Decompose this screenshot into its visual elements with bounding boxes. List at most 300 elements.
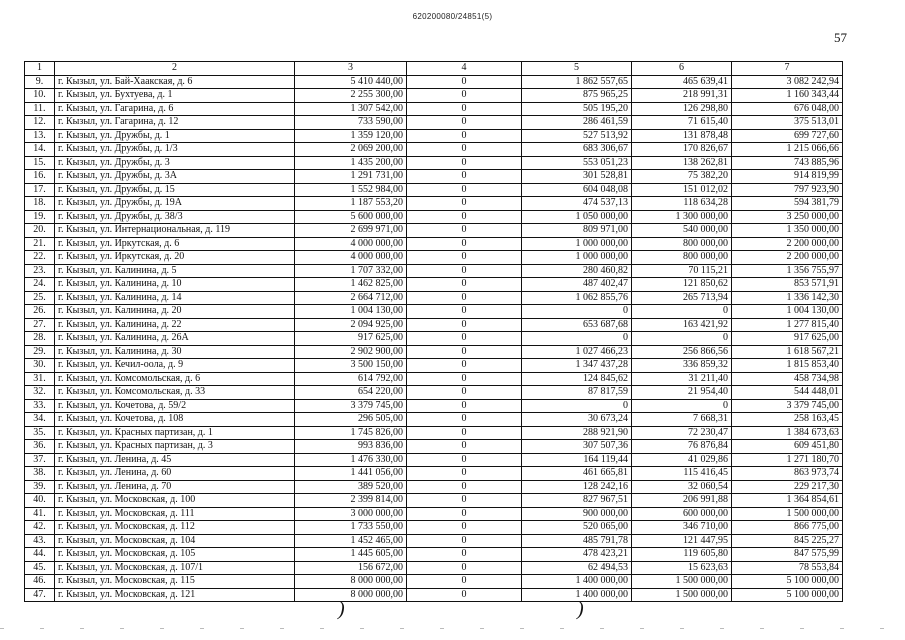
total-cost-cell: 4 000 000,00 — [295, 251, 407, 265]
col6-cell: 170 826,67 — [632, 143, 732, 157]
table-row — [25, 143, 843, 157]
table-row — [25, 332, 843, 346]
row-number: 22. — [25, 251, 55, 265]
col5-cell: 809 971,00 — [522, 224, 632, 238]
col4-cell: 0 — [407, 264, 522, 278]
col4-cell: 0 — [407, 359, 522, 373]
table-row — [25, 156, 843, 170]
col5-cell: 604 048,08 — [522, 183, 632, 197]
col5-cell: 1 400 000,00 — [522, 588, 632, 602]
col7-cell: 1 500 000,00 — [732, 507, 843, 521]
column-header-4: 4 — [407, 62, 522, 76]
row-number: 47. — [25, 588, 55, 602]
address-cell: г. Кызыл, ул. Иркутская, д. 20 — [55, 251, 295, 265]
total-cost-cell: 296 505,00 — [295, 413, 407, 427]
col7-cell: 5 100 000,00 — [732, 575, 843, 589]
address-cell: г. Кызыл, ул. Калинина, д. 26А — [55, 332, 295, 346]
col4-cell: 0 — [407, 399, 522, 413]
row-number: 28. — [25, 332, 55, 346]
col7-cell: 458 734,98 — [732, 372, 843, 386]
address-cell: г. Кызыл, ул. Красных партизан, д. 3 — [55, 440, 295, 454]
row-number: 44. — [25, 548, 55, 562]
col6-cell: 218 991,31 — [632, 89, 732, 103]
address-cell: г. Кызыл, ул. Кочетова, д. 59/2 — [55, 399, 295, 413]
address-cell: г. Кызыл, ул. Бай-Хаакская, д. 6 — [55, 75, 295, 89]
table-row — [25, 426, 843, 440]
col7-cell: 1 336 142,30 — [732, 291, 843, 305]
row-number: 19. — [25, 210, 55, 224]
total-cost-cell: 1 476 330,00 — [295, 453, 407, 467]
col7-cell: 3 379 745,00 — [732, 399, 843, 413]
col5-cell: 124 845,62 — [522, 372, 632, 386]
row-number: 9. — [25, 75, 55, 89]
col6-cell: 76 876,84 — [632, 440, 732, 454]
col7-cell: 78 553,84 — [732, 561, 843, 575]
col7-cell: 1 277 815,40 — [732, 318, 843, 332]
col6-cell: 800 000,00 — [632, 237, 732, 251]
address-cell: г. Кызыл, ул. Московская, д. 111 — [55, 507, 295, 521]
table-row — [25, 453, 843, 467]
col7-cell: 544 448,01 — [732, 386, 843, 400]
row-number: 13. — [25, 129, 55, 143]
col7-cell: 258 163,45 — [732, 413, 843, 427]
address-cell: г. Кызыл, ул. Кочетова, д. 108 — [55, 413, 295, 427]
row-number: 42. — [25, 521, 55, 535]
table-row — [25, 305, 843, 319]
col6-cell: 131 878,48 — [632, 129, 732, 143]
col4-cell: 0 — [407, 116, 522, 130]
table-row — [25, 224, 843, 238]
table-row — [25, 237, 843, 251]
col6-cell: 0 — [632, 399, 732, 413]
col4-cell: 0 — [407, 129, 522, 143]
row-number: 46. — [25, 575, 55, 589]
column-header-2: 2 — [55, 62, 295, 76]
total-cost-cell: 2 255 300,00 — [295, 89, 407, 103]
col6-cell: 336 859,32 — [632, 359, 732, 373]
row-number: 45. — [25, 561, 55, 575]
col5-cell: 505 195,20 — [522, 102, 632, 116]
table-row — [25, 507, 843, 521]
total-cost-cell: 1 187 553,20 — [295, 197, 407, 211]
table-row — [25, 440, 843, 454]
column-header-1: 1 — [25, 62, 55, 76]
col4-cell: 0 — [407, 413, 522, 427]
col4-cell: 0 — [407, 507, 522, 521]
col6-cell: 346 710,00 — [632, 521, 732, 535]
col4-cell: 0 — [407, 197, 522, 211]
table-row — [25, 521, 843, 535]
col4-cell: 0 — [407, 183, 522, 197]
col6-cell: 126 298,80 — [632, 102, 732, 116]
table-row — [25, 561, 843, 575]
table-row — [25, 413, 843, 427]
table-row — [25, 278, 843, 292]
table-row — [25, 386, 843, 400]
row-number: 40. — [25, 494, 55, 508]
col7-cell: 676 048,00 — [732, 102, 843, 116]
col7-cell: 1 618 567,21 — [732, 345, 843, 359]
col7-cell: 699 727,60 — [732, 129, 843, 143]
row-number: 20. — [25, 224, 55, 238]
row-number: 33. — [25, 399, 55, 413]
total-cost-cell: 1 291 731,00 — [295, 170, 407, 184]
col6-cell: 600 000,00 — [632, 507, 732, 521]
col7-cell: 5 100 000,00 — [732, 588, 843, 602]
scan-artifact-line — [0, 628, 905, 629]
col5-cell: 0 — [522, 399, 632, 413]
col6-cell: 540 000,00 — [632, 224, 732, 238]
col4-cell: 0 — [407, 75, 522, 89]
address-cell: г. Кызыл, ул. Калинина, д. 20 — [55, 305, 295, 319]
total-cost-cell: 1 307 542,00 — [295, 102, 407, 116]
col4-cell: 0 — [407, 224, 522, 238]
col4-cell: 0 — [407, 305, 522, 319]
address-cell: г. Кызыл, ул. Ленина, д. 60 — [55, 467, 295, 481]
col6-cell: 7 668,31 — [632, 413, 732, 427]
col5-cell: 1 000 000,00 — [522, 251, 632, 265]
col7-cell: 914 819,99 — [732, 170, 843, 184]
col6-cell: 71 615,40 — [632, 116, 732, 130]
row-number: 31. — [25, 372, 55, 386]
col7-cell: 743 885,96 — [732, 156, 843, 170]
col4-cell: 0 — [407, 372, 522, 386]
address-cell: г. Кызыл, ул. Гагарина, д. 12 — [55, 116, 295, 130]
total-cost-cell: 1 435 200,00 — [295, 156, 407, 170]
col4-cell: 0 — [407, 89, 522, 103]
col7-cell: 847 575,99 — [732, 548, 843, 562]
col7-cell: 845 225,27 — [732, 534, 843, 548]
table-row — [25, 372, 843, 386]
row-number: 12. — [25, 116, 55, 130]
table-row — [25, 467, 843, 481]
address-cell: г. Кызыл, ул. Дружбы, д. 3 — [55, 156, 295, 170]
total-cost-cell: 5 410 440,00 — [295, 75, 407, 89]
col5-cell: 164 119,44 — [522, 453, 632, 467]
row-number: 14. — [25, 143, 55, 157]
col4-cell: 0 — [407, 156, 522, 170]
total-cost-cell: 614 792,00 — [295, 372, 407, 386]
col5-cell: 1 050 000,00 — [522, 210, 632, 224]
col6-cell: 121 850,62 — [632, 278, 732, 292]
handwritten-mark-left: ) — [338, 598, 345, 620]
table-row — [25, 548, 843, 562]
row-number: 18. — [25, 197, 55, 211]
col4-cell: 0 — [407, 575, 522, 589]
address-cell: г. Кызыл, ул. Московская, д. 104 — [55, 534, 295, 548]
col5-cell: 1 862 557,65 — [522, 75, 632, 89]
total-cost-cell: 993 836,00 — [295, 440, 407, 454]
col4-cell: 0 — [407, 143, 522, 157]
col6-cell: 72 230,47 — [632, 426, 732, 440]
row-number: 26. — [25, 305, 55, 319]
row-number: 37. — [25, 453, 55, 467]
table-row — [25, 534, 843, 548]
table-row — [25, 116, 843, 130]
table-row — [25, 480, 843, 494]
total-cost-cell: 1 552 984,00 — [295, 183, 407, 197]
col5-cell: 487 402,47 — [522, 278, 632, 292]
table-row — [25, 183, 843, 197]
col5-cell: 827 967,51 — [522, 494, 632, 508]
total-cost-cell: 2 094 925,00 — [295, 318, 407, 332]
col6-cell: 75 382,20 — [632, 170, 732, 184]
row-number: 34. — [25, 413, 55, 427]
row-number: 29. — [25, 345, 55, 359]
row-number: 36. — [25, 440, 55, 454]
col6-cell: 0 — [632, 305, 732, 319]
column-header-3: 3 — [295, 62, 407, 76]
total-cost-cell: 1 707 332,00 — [295, 264, 407, 278]
total-cost-cell: 2 399 814,00 — [295, 494, 407, 508]
col4-cell: 0 — [407, 251, 522, 265]
col6-cell: 118 634,28 — [632, 197, 732, 211]
row-number: 30. — [25, 359, 55, 373]
col4-cell: 0 — [407, 521, 522, 535]
col4-cell: 0 — [407, 453, 522, 467]
table-row — [25, 345, 843, 359]
col6-cell: 31 211,40 — [632, 372, 732, 386]
row-number: 27. — [25, 318, 55, 332]
table-row — [25, 318, 843, 332]
total-cost-cell: 1 359 120,00 — [295, 129, 407, 143]
col5-cell: 307 507,36 — [522, 440, 632, 454]
col4-cell: 0 — [407, 291, 522, 305]
col6-cell: 163 421,92 — [632, 318, 732, 332]
address-cell: г. Кызыл, ул. Московская, д. 107/1 — [55, 561, 295, 575]
handwritten-mark-right: ) — [577, 598, 584, 620]
col4-cell: 0 — [407, 332, 522, 346]
col4-cell: 0 — [407, 561, 522, 575]
column-header-5: 5 — [522, 62, 632, 76]
col5-cell: 1 400 000,00 — [522, 575, 632, 589]
col4-cell: 0 — [407, 386, 522, 400]
col5-cell: 520 065,00 — [522, 521, 632, 535]
address-cell: г. Кызыл, ул. Дружбы, д. 38/3 — [55, 210, 295, 224]
address-cell: г. Кызыл, ул. Дружбы, д. 15 — [55, 183, 295, 197]
table-header-row — [25, 62, 843, 76]
table-row — [25, 264, 843, 278]
page-number: 57 — [834, 30, 847, 45]
col7-cell: 375 513,01 — [732, 116, 843, 130]
col5-cell: 62 494,53 — [522, 561, 632, 575]
row-number: 43. — [25, 534, 55, 548]
col5-cell: 461 665,81 — [522, 467, 632, 481]
col4-cell: 0 — [407, 210, 522, 224]
row-number: 15. — [25, 156, 55, 170]
col7-cell: 1 215 066,66 — [732, 143, 843, 157]
col4-cell: 0 — [407, 170, 522, 184]
col7-cell: 1 271 180,70 — [732, 453, 843, 467]
col6-cell: 151 012,02 — [632, 183, 732, 197]
table-row — [25, 399, 843, 413]
address-cell: г. Кызыл, ул. Дружбы, д. 1/3 — [55, 143, 295, 157]
total-cost-cell: 8 000 000,00 — [295, 575, 407, 589]
col6-cell: 206 991,88 — [632, 494, 732, 508]
address-cell: г. Кызыл, ул. Калинина, д. 10 — [55, 278, 295, 292]
col7-cell: 3 082 242,94 — [732, 75, 843, 89]
total-cost-cell: 1 745 826,00 — [295, 426, 407, 440]
col5-cell: 280 460,82 — [522, 264, 632, 278]
address-cell: г. Кызыл, ул. Калинина, д. 22 — [55, 318, 295, 332]
col7-cell: 2 200 000,00 — [732, 237, 843, 251]
address-cell: г. Кызыл, ул. Московская, д. 121 — [55, 588, 295, 602]
col6-cell: 265 713,94 — [632, 291, 732, 305]
total-cost-cell: 1 004 130,00 — [295, 305, 407, 319]
row-number: 41. — [25, 507, 55, 521]
address-cell: г. Кызыл, ул. Комсомольская, д. 6 — [55, 372, 295, 386]
col5-cell: 286 461,59 — [522, 116, 632, 130]
col7-cell: 2 200 000,00 — [732, 251, 843, 265]
col6-cell: 800 000,00 — [632, 251, 732, 265]
document-id: 620200080/24851(5) — [412, 12, 493, 21]
col7-cell: 229 217,30 — [732, 480, 843, 494]
address-cell: г. Кызыл, ул. Московская, д. 115 — [55, 575, 295, 589]
col5-cell: 0 — [522, 305, 632, 319]
row-number: 23. — [25, 264, 55, 278]
col7-cell: 1 356 755,97 — [732, 264, 843, 278]
col6-cell: 15 623,63 — [632, 561, 732, 575]
row-number: 24. — [25, 278, 55, 292]
col6-cell: 256 866,56 — [632, 345, 732, 359]
address-cell: г. Кызыл, ул. Московская, д. 100 — [55, 494, 295, 508]
col4-cell: 0 — [407, 440, 522, 454]
col4-cell: 0 — [407, 237, 522, 251]
col7-cell: 1 160 343,44 — [732, 89, 843, 103]
col6-cell: 1 500 000,00 — [632, 575, 732, 589]
col6-cell: 1 500 000,00 — [632, 588, 732, 602]
total-cost-cell: 4 000 000,00 — [295, 237, 407, 251]
total-cost-cell: 5 600 000,00 — [295, 210, 407, 224]
table-row — [25, 102, 843, 116]
col7-cell: 1 350 000,00 — [732, 224, 843, 238]
col5-cell: 0 — [522, 332, 632, 346]
address-cell: г. Кызыл, ул. Калинина, д. 30 — [55, 345, 295, 359]
col7-cell: 917 625,00 — [732, 332, 843, 346]
col4-cell: 0 — [407, 102, 522, 116]
table-row — [25, 359, 843, 373]
total-cost-cell: 389 520,00 — [295, 480, 407, 494]
table-row — [25, 129, 843, 143]
table-row — [25, 197, 843, 211]
address-cell: г. Кызыл, ул. Кечил-оола, д. 9 — [55, 359, 295, 373]
col5-cell: 875 965,25 — [522, 89, 632, 103]
col4-cell: 0 — [407, 534, 522, 548]
row-number: 10. — [25, 89, 55, 103]
table-row — [25, 75, 843, 89]
table-body — [25, 75, 843, 602]
address-cell: г. Кызыл, ул. Ленина, д. 45 — [55, 453, 295, 467]
table-row — [25, 575, 843, 589]
row-number: 25. — [25, 291, 55, 305]
col4-cell: 0 — [407, 278, 522, 292]
row-number: 35. — [25, 426, 55, 440]
col6-cell: 119 605,80 — [632, 548, 732, 562]
col7-cell: 863 973,74 — [732, 467, 843, 481]
address-cell: г. Кызыл, ул. Дружбы, д. 1 — [55, 129, 295, 143]
col5-cell: 474 537,13 — [522, 197, 632, 211]
col5-cell: 900 000,00 — [522, 507, 632, 521]
row-number: 21. — [25, 237, 55, 251]
col7-cell: 1 815 853,40 — [732, 359, 843, 373]
col5-cell: 301 528,81 — [522, 170, 632, 184]
col6-cell: 21 954,40 — [632, 386, 732, 400]
col6-cell: 0 — [632, 332, 732, 346]
col5-cell: 553 051,23 — [522, 156, 632, 170]
col4-cell: 0 — [407, 345, 522, 359]
total-cost-cell: 8 000 000,00 — [295, 588, 407, 602]
total-cost-cell: 2 699 971,00 — [295, 224, 407, 238]
address-cell: г. Кызыл, ул. Интернациональная, д. 119 — [55, 224, 295, 238]
table-row — [25, 89, 843, 103]
table-row — [25, 251, 843, 265]
col6-cell: 115 416,45 — [632, 467, 732, 481]
col5-cell: 683 306,67 — [522, 143, 632, 157]
col5-cell: 653 687,68 — [522, 318, 632, 332]
col6-cell: 1 300 000,00 — [632, 210, 732, 224]
table-row — [25, 494, 843, 508]
col5-cell: 1 027 466,23 — [522, 345, 632, 359]
col7-cell: 866 775,00 — [732, 521, 843, 535]
col5-cell: 288 921,90 — [522, 426, 632, 440]
col6-cell: 121 447,95 — [632, 534, 732, 548]
col7-cell: 3 250 000,00 — [732, 210, 843, 224]
col4-cell: 0 — [407, 467, 522, 481]
table-row — [25, 170, 843, 184]
total-cost-cell: 156 672,00 — [295, 561, 407, 575]
col5-cell: 485 791,78 — [522, 534, 632, 548]
table-row — [25, 210, 843, 224]
col6-cell: 465 639,41 — [632, 75, 732, 89]
address-cell: г. Кызыл, ул. Дружбы, д. 3А — [55, 170, 295, 184]
col7-cell: 1 364 854,61 — [732, 494, 843, 508]
col4-cell: 0 — [407, 480, 522, 494]
col6-cell: 32 060,54 — [632, 480, 732, 494]
col5-cell: 1 000 000,00 — [522, 237, 632, 251]
col6-cell: 138 262,81 — [632, 156, 732, 170]
col7-cell: 609 451,80 — [732, 440, 843, 454]
address-cell: г. Кызыл, ул. Московская, д. 105 — [55, 548, 295, 562]
row-number: 32. — [25, 386, 55, 400]
column-header-6: 6 — [632, 62, 732, 76]
address-cell: г. Кызыл, ул. Красных партизан, д. 1 — [55, 426, 295, 440]
total-cost-cell: 3 500 150,00 — [295, 359, 407, 373]
row-number: 17. — [25, 183, 55, 197]
col4-cell: 0 — [407, 548, 522, 562]
address-cell: г. Кызыл, ул. Московская, д. 112 — [55, 521, 295, 535]
col5-cell: 527 513,92 — [522, 129, 632, 143]
col6-cell: 70 115,21 — [632, 264, 732, 278]
address-cell: г. Кызыл, ул. Гагарина, д. 6 — [55, 102, 295, 116]
row-number: 39. — [25, 480, 55, 494]
col7-cell: 853 571,91 — [732, 278, 843, 292]
address-cell: г. Кызыл, ул. Дружбы, д. 19А — [55, 197, 295, 211]
address-cell: г. Кызыл, ул. Иркутская, д. 6 — [55, 237, 295, 251]
col4-cell: 0 — [407, 494, 522, 508]
total-cost-cell: 3 000 000,00 — [295, 507, 407, 521]
address-cell: г. Кызыл, ул. Ленина, д. 70 — [55, 480, 295, 494]
total-cost-cell: 2 902 900,00 — [295, 345, 407, 359]
col7-cell: 797 923,90 — [732, 183, 843, 197]
total-cost-cell: 2 664 712,00 — [295, 291, 407, 305]
col6-cell: 41 029,86 — [632, 453, 732, 467]
address-cell: г. Кызыл, ул. Калинина, д. 14 — [55, 291, 295, 305]
col7-cell: 1 004 130,00 — [732, 305, 843, 319]
column-header-7: 7 — [732, 62, 843, 76]
row-number: 38. — [25, 467, 55, 481]
total-cost-cell: 3 379 745,00 — [295, 399, 407, 413]
total-cost-cell: 1 452 465,00 — [295, 534, 407, 548]
